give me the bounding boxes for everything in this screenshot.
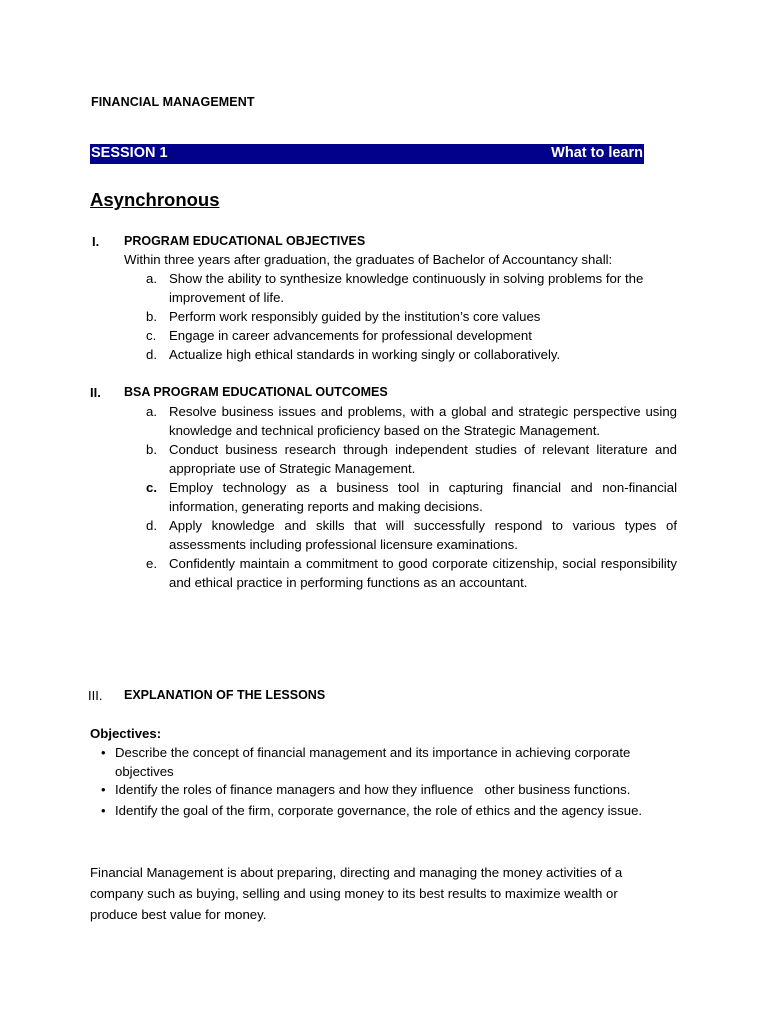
asynchronous-heading: Asynchronous (90, 189, 220, 210)
list-item-text: Resolve business issues and problems, with a global and strategic perspective using knowledge and technical proficiency based on the Strategic Management. (169, 404, 677, 438)
bullet-marker: • (101, 782, 106, 797)
list-marker: a. (146, 404, 157, 419)
list-marker: c. (146, 480, 157, 495)
list-item (146, 345, 677, 364)
objectives-label: Objectives: (90, 726, 162, 741)
list-marker: d. (146, 347, 157, 362)
bullet-item-text: Identify the goal of the firm, corporate governance, the role of ethics and the agency issue. (115, 803, 643, 818)
list-item (146, 440, 677, 478)
list-item-text: Perform work responsibly guided by the institution’s core values (169, 309, 541, 324)
list-marker: a. (146, 271, 157, 286)
list-marker: b. (146, 309, 157, 324)
list-item (146, 516, 677, 554)
list-marker: d. (146, 518, 157, 533)
section3-title: EXPLANATION OF THE LESSONS (124, 688, 326, 702)
section2-number: II. (90, 385, 101, 400)
list-item (146, 402, 677, 440)
section1-title: PROGRAM EDUCATIONAL OBJECTIVES (124, 234, 366, 248)
bullet-marker: • (101, 745, 106, 760)
list-item-text: Show the ability to synthesize knowledge continuously in solving problems for the improvement of life. (169, 271, 644, 305)
bullet-item (101, 780, 690, 799)
list-item (146, 478, 677, 516)
document-title: FINANCIAL MANAGEMENT (91, 95, 255, 109)
section3-number: III. (88, 688, 103, 703)
section1-intro: Within three years after graduation, the graduates of Bachelor of Accountancy shall: (124, 252, 613, 267)
section2-title: BSA PROGRAM EDUCATIONAL OUTCOMES (124, 385, 388, 399)
bullet-item-text: Describe the concept of financial management and its importance in achieving corporate objectives (115, 745, 631, 779)
list-item (146, 554, 677, 592)
what-to-learn-label: What to learn (551, 145, 643, 161)
list-item-text: Actualize high ethical standards in working singly or collaboratively. (169, 347, 561, 362)
session-bar (90, 144, 644, 164)
section1-number: I. (92, 234, 100, 249)
list-item-text: Engage in career advancements for professional development (169, 328, 532, 343)
list-item (146, 307, 677, 326)
bullet-item (101, 801, 715, 820)
list-item (146, 269, 677, 307)
list-item (146, 326, 677, 345)
list-marker: b. (146, 442, 157, 457)
list-item-text: Employ technology as a business tool in capturing financial and non-financial information, generating reports and making decisions. (169, 480, 677, 514)
financial-management-paragraph: Financial Management is about preparing, directing and managing the money activities of a company such as buying, selling and using money to its best results to maximize wealth or produce best value for money. (90, 865, 623, 922)
bullet-item (101, 743, 650, 781)
list-marker: c. (146, 328, 157, 343)
list-item-text: Apply knowledge and skills that will successfully respond to various types of assessments including professional licensure examinations. (169, 518, 677, 552)
list-item-text: Confidently maintain a commitment to good corporate citizenship, social responsibility and ethical practice in performing functions as an accountant. (169, 556, 677, 590)
bullet-item-text: Identify the roles of finance managers and how they influence other business functions. (115, 782, 631, 797)
list-item-text: Conduct business research through independent studies of relevant literature and appropriate use of Strategic Management. (169, 442, 677, 476)
bullet-marker: • (101, 803, 106, 818)
session-label: SESSION 1 (91, 145, 168, 161)
list-marker: e. (146, 556, 157, 571)
